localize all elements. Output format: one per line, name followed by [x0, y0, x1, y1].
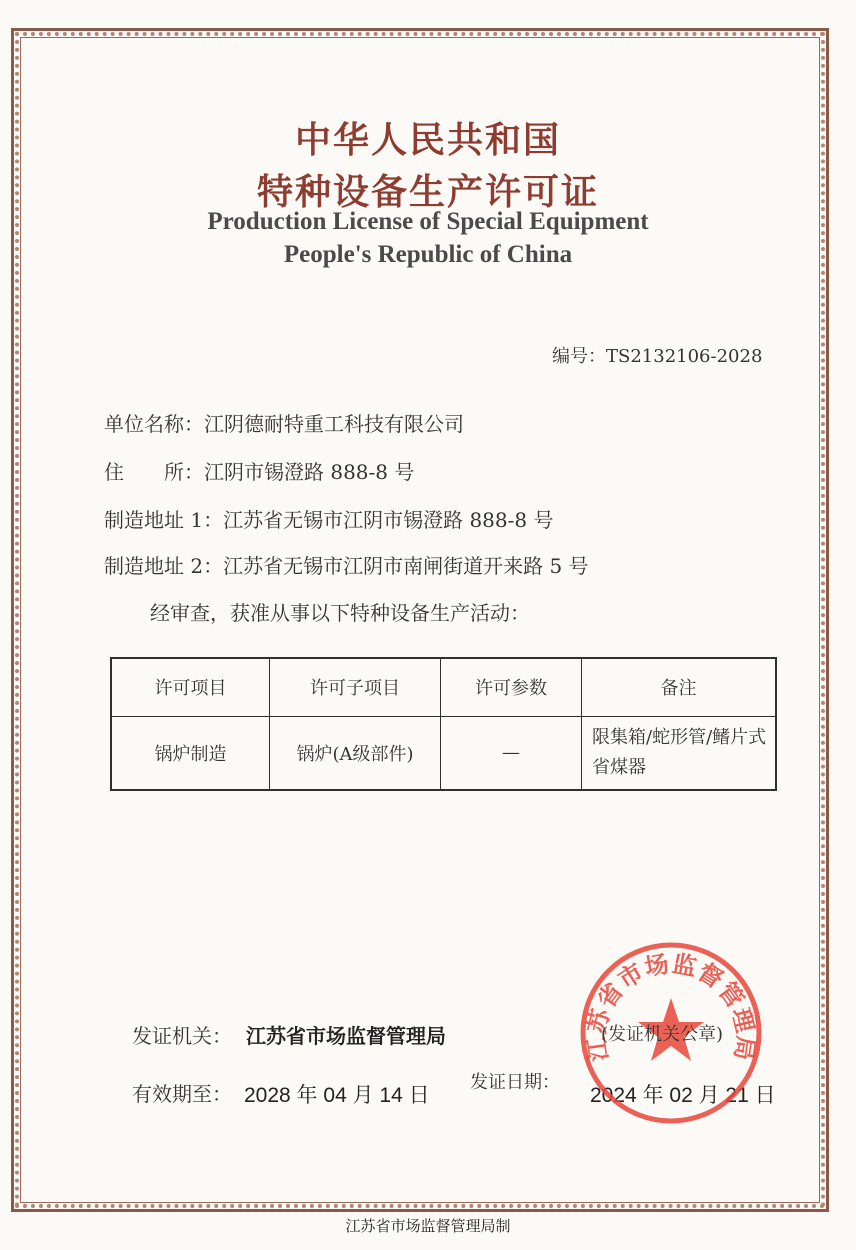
table-header-cell: 许可项目: [111, 658, 270, 716]
license-number: 编号：TS2132106-2028: [552, 346, 763, 367]
field-value: 江苏省无锡市江阴市南闸街道开来路 5 号: [223, 554, 589, 578]
table-header-cell: 许可参数: [441, 658, 582, 716]
title-cn-line2: 特种设备生产许可证: [256, 172, 599, 213]
field-value: 江阴市锡澄路 888-8 号: [204, 460, 415, 484]
field-label: 单位名称：: [104, 412, 204, 436]
table-cell: —: [441, 716, 582, 790]
approval-text: 经审查，获准从事以下特种设备生产活动：: [150, 601, 530, 625]
license-scope-table: [110, 657, 777, 791]
title-en-line2: People's Republic of China: [283, 241, 573, 268]
table-cell-remark: 限集箱/蛇形管/鳍片式省煤器: [582, 716, 777, 790]
table-header-cell: 备注: [582, 658, 777, 716]
field-value: 江阴德耐特重工科技有限公司: [204, 412, 464, 436]
title-cn-line1: 中华人民共和国: [294, 120, 561, 161]
issuer-value: 江苏省市场监督管理局: [246, 1024, 446, 1048]
field-label: 住 所：: [104, 460, 204, 484]
field-label: 制造地址 1：: [104, 508, 224, 532]
table-row: [111, 716, 776, 790]
field-manufacture-address-2: [104, 550, 589, 579]
table-header-row: [111, 658, 776, 716]
seal-note: (发证机关公章): [601, 1024, 724, 1045]
issue-date-value: 2024 年 02 月 21 日: [590, 1084, 776, 1107]
issuer-label: 发证机关：: [132, 1024, 232, 1048]
field-company-name: [104, 408, 464, 437]
seal-text: 江苏省市场监督管理局: [582, 949, 760, 1063]
table-cell: 锅炉(A级部件): [270, 716, 441, 790]
table-cell: 锅炉制造: [111, 716, 270, 790]
valid-until-label: 有效期至：: [132, 1082, 232, 1106]
field-label: 制造地址 2：: [104, 554, 224, 578]
title-en-line1: Production License of Special Equipment: [207, 208, 649, 235]
issuing-authority-footer: 江苏省市场监督管理局制: [345, 1217, 511, 1235]
field-value: 江苏省无锡市江阴市锡澄路 888-8 号: [223, 508, 554, 532]
issue-date-label: 发证日期：: [470, 1072, 560, 1093]
field-manufacture-address-1: [104, 504, 553, 533]
valid-until-value: 2028 年 04 月 14 日: [244, 1084, 430, 1107]
field-address: [104, 456, 414, 485]
table-header-cell: 许可子项目: [270, 658, 441, 716]
